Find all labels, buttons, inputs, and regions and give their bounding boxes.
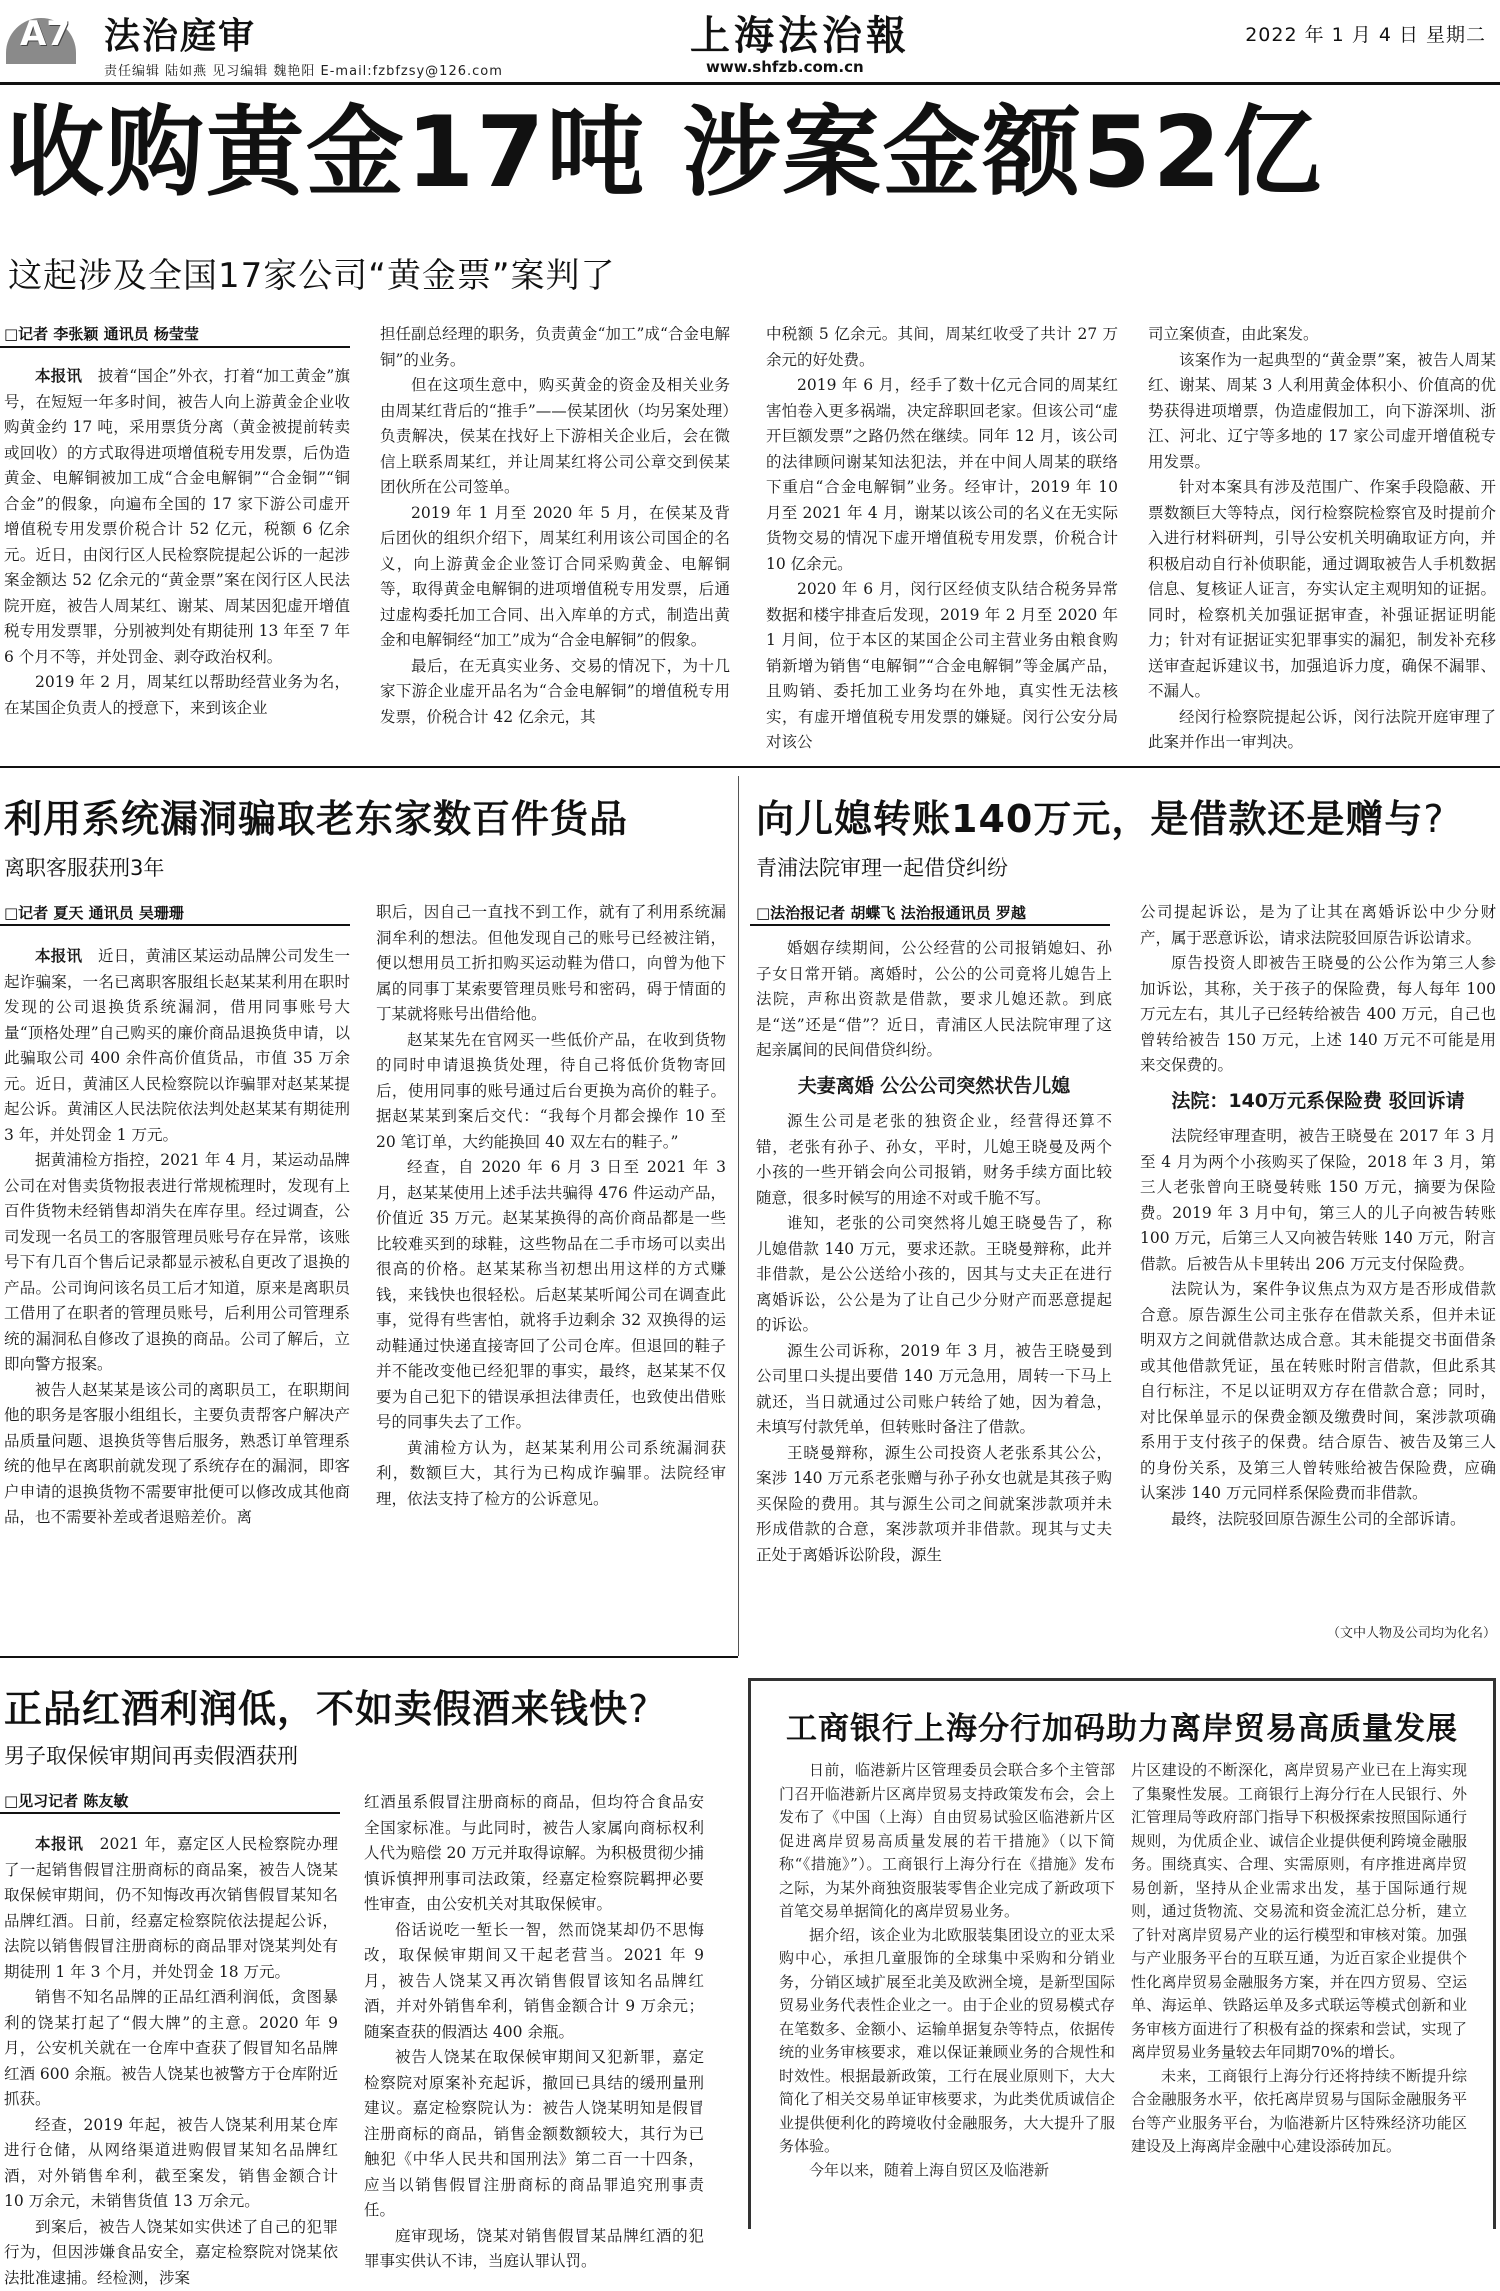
paragraph-text: 经闵行检察院提起公诉，闵行法院开庭审理了此案并作出一审判决。 <box>1148 708 1496 752</box>
paragraph-text: 经查，自 2020 年 6 月 3 日至 2021 年 3 月，赵某某使用上述手法共骗得 476 件运动产品，价值近 35 万元。赵某某换得的高价商品都是一些比较难买到的球鞋，这些物品在二手市场可以卖出很高的价格。赵某某称当初想出用这样的方式赚钱，来钱快也很轻松。后赵某某听闻公司在调查此事，觉得有些害怕，就将手边剩余 32 双换得的运动鞋通过快递直接寄回了公司仓库。但退回的鞋子并不能改变他已经犯罪的事实，最终，赵某某不仅要为自己犯下的错误承担法律责任，也致使出借账号的同事失去了工作。 <box>376 1158 726 1431</box>
promo-headline: 工商银行上海分行加码助力离岸贸易高质量发展 <box>751 1703 1493 1748</box>
page-number: A7 <box>20 14 70 54</box>
paragraph <box>364 1918 704 2046</box>
newspaper-logo: 上海法治報 <box>690 4 910 61</box>
dateline-tag: 本报讯 <box>35 367 98 385</box>
paragraph-text: 婚姻存续期间，公公经营的公司报销媳妇、孙子女日常开销。离婚时，公公的公司竟将儿媳告上法院，声称出资款是借款，要求儿媳还款。到底是“送”还是“借”？近日，青浦区人民法院审理了这起亲属间的民间借贷纠纷。 <box>756 939 1112 1059</box>
paragraph-text: 源生公司诉称，2019 年 3 月，被告王晓曼到公司里口头提出要借 140 万元急用，周转一下马上就还，当日就通过公司账户转给了她，因为着急，未填写付款凭单，但转账时备注了借款。 <box>756 1342 1112 1437</box>
story3-byline: □法治报记者 胡蝶飞 法治报通讯员 罗越 <box>756 902 1026 923</box>
paragraph <box>1131 1759 1467 2065</box>
paragraph <box>1140 900 1496 951</box>
masthead <box>0 0 1500 80</box>
masthead-rule <box>0 82 1500 85</box>
paragraph-text: 该案作为一起典型的“黄金票”案，被告人周某红、谢某、周某 3 人利用黄金体积小、价值高的优势获得进项增票，伪造虚假加工，向下游深圳、浙江、河北、辽宁等多地的 17 家公司虚开增值税专用发票。 <box>1148 351 1496 471</box>
paragraph-text: 2020 年 6 月，闵行区经侦支队结合税务异常数据和楼宇排查后发现，2019 年 2 月至 2020 年 1 月间，位于本区的某国企公司主营业务由粮食购销新增为销售“电解铜”“合金电解铜”等金属产品，且购销、委托加工业务均在外地，真实性无法核实，有虚开增值税专用发票的嫌疑。闵行公安分局对该公 <box>766 580 1118 751</box>
story3-column-1 <box>756 936 1112 1638</box>
paragraph <box>4 944 350 1148</box>
paragraph <box>756 936 1112 1064</box>
story4-headline <box>4 1678 649 1733</box>
paragraph-text: 近日，黄浦区某运动品牌公司发生一起诈骗案，一名已离职客服组长赵某某利用在职时发现的公司退换货系统漏洞，借用同事账号大量“顶格处理”自己购买的廉价商品退换货申请，以此骗取公司 400 余件高价值货品，市值 35 万余元。近日，黄浦区人民检察院以诈骗罪对赵某某提起公诉。黄浦区人民法院依法判处赵某某有期徒刑 3 年，并处罚金 1 万元。 <box>4 947 350 1144</box>
paragraph-text: 2019 年 2 月，周某红以帮助经营业务为名，在某国企负责人的授意下，来到该企业 <box>4 673 350 717</box>
paragraph-text: 最后，在无真实业务、交易的情况下，为十几家下游企业虚开品名为“合金电解铜”的增值税专用发票，价税合计 42 亿余元，其 <box>380 657 730 726</box>
page-number-badge <box>6 8 86 68</box>
paragraph <box>1131 2065 1467 2159</box>
story4-column-1 <box>4 1832 338 2229</box>
story3-byline-rule <box>750 924 1110 926</box>
paragraph-text: 黄浦检方认为，赵某某利用公司系统漏洞获利，数额巨大，其行为已构成诈骗罪。法院经审理，依法支持了检方的公诉意见。 <box>376 1439 726 1508</box>
story3-note: （文中人物及公司均为化名） <box>1140 1624 1496 1644</box>
paragraph <box>766 577 1118 756</box>
paragraph <box>4 1148 350 1378</box>
lead-column-4 <box>1148 322 1496 744</box>
paragraph <box>380 322 730 373</box>
paragraph <box>376 1155 726 1436</box>
paragraph <box>380 373 730 501</box>
paragraph-text: 原告投资人即被告王晓曼的公公作为第三人参加诉讼，其称，关于孩子的保险费，每人每年 100 万元左右，其儿子已经转给被告 400 万元，自己也曾转给被告 150 万元，上述 140 万元不可能是用来交保费的。 <box>1140 954 1496 1074</box>
paragraph <box>4 364 350 670</box>
paragraph-text: 中税额 5 亿余元。其间，周某红收受了共计 27 万余元的好处费。 <box>766 325 1118 369</box>
publication-date: 2022 年 1 月 4 日 星期二 <box>1245 20 1486 47</box>
paragraph <box>1148 348 1496 476</box>
paragraph-text: 公司提起诉讼，是为了让其在离婚诉讼中少分财产，属于恶意诉讼，请求法院驳回原告诉讼请求。 <box>1140 903 1496 947</box>
story2-column-1 <box>4 944 350 1589</box>
paragraph <box>364 2045 704 2224</box>
paragraph-text: 赵某某先在官网买一些低价产品，在收到货物的同时申请退换货处理，待自己将低价货物寄回后，使用同事的账号通过后台更换为高价的鞋子。据赵某某到案后交代：“我每个月都会操作 10 至 20 笔订单，大约能换回 40 双左右的鞋子。” <box>376 1031 726 1151</box>
paragraph <box>376 1028 726 1156</box>
lead-column-2 <box>380 322 730 744</box>
sub-heading: 夫妻离婚 公公公司突然状告儿媳 <box>756 1074 1112 1100</box>
lead-subhead: 这起涉及全国17家公司“黄金票”案判了 <box>8 248 616 297</box>
paragraph <box>376 900 726 1028</box>
story3-headline-mark: ? <box>1423 797 1444 841</box>
story4-byline: □见习记者 陈友敏 <box>4 1790 128 1811</box>
paragraph-text: 法院经审理查明，被告王晓曼在 2017 年 3 月至 4 月为两个小孩购买了保险，2018 年 3 月，第三人老张曾向王晓曼转账 150 万元，摘要为保险费。2019 年 3 月中旬，第三人的儿子向被告转账 100 万元，后第三人又向被告转账 140 万元，附言借款。后被告从卡里转出 206 万元支付保险费。 <box>1140 1127 1496 1273</box>
paragraph <box>380 501 730 654</box>
paragraph-text: 法院认为，案件争议焦点为双方是否形成借款合意。原告源生公司主张存在借款关系，但并未证明双方之间就借款达成合意。其未能提交书面借条或其他借款凭证，虽在转账时附言借款，但此系其自行标注，不足以证明双方存在借款合意；同时，对比保单显示的保费金额及缴费时间，案涉款项确系用于支付孩子的保费。结合原告、被告及第三人的身份关系，及第三人曾转账给被告保险费，应确认案涉 140 万元同样系保险费而非借款。 <box>1140 1280 1496 1502</box>
lead-column-1 <box>4 364 350 744</box>
paragraph-text: 片区建设的不断深化，离岸贸易产业已在上海实现了集聚性发展。工商银行上海分行在人民银行、外汇管理局等政府部门指导下积极探索按照国际通行规则，为优质企业、诚信企业提供便利跨境金融服务。围绕真实、合理、实需原则，有序推进离岸贸易创新，坚持从企业需求出发，基于国际通行规则，通过货物流、交易流和资金流汇总分析，建立了针对离岸贸易产业的运行模型和审核对策。加强与产业服务平台的互联互通，为近百家企业提供个性化离岸贸易金融服务方案，并在四方贸易、空运单、海运单、铁路运单及多式联运等模式创新和业务审核方面进行了积极有益的探索和尝试，实现了离岸贸易业务量较去年同期70%的增长。 <box>1131 1761 1467 2061</box>
story3-column-2 <box>1140 900 1496 1622</box>
paragraph-text: 针对本案具有涉及范围广、作案手段隐蔽、开票数额巨大等特点，闵行检察院检察官及时提前介入进行材料研判，引导公安机关明确取证方向，并积极启动自行补侦职能，通过调取被告人手机数据信息、复核证人证言，夯实认定主观明知的证据。同时，检察机关加强证据审查，补强证据证明能力；针对有证据证实犯罪事实的漏犯，制发补充移送审查起诉建议书，加强追诉力度，确保不漏罪、不漏人。 <box>1148 478 1496 700</box>
lead-headline: 收购黄金17吨 涉案金额52亿 <box>6 104 1323 202</box>
paragraph <box>756 1339 1112 1441</box>
story2-column-2 <box>376 900 726 1589</box>
paragraph <box>779 1759 1115 1924</box>
paragraph-text: 经查，2019 年起，被告人饶某利用某仓库进行仓储，从网络渠道进购假冒某知名品牌红酒，对外销售牟利，截至案发，销售金额合计 10 万余元，未销售货值 13 万余元。 <box>4 2116 338 2211</box>
story3-headline <box>756 788 1445 843</box>
paragraph-text: 司立案侦查，由此案发。 <box>1148 325 1319 343</box>
paragraph-text: 2019 年 1 月至 2020 年 5 月，在侯某及背后团伙的组织介绍下，周某红利用该公司国企的名义，向上游黄金企业签订合同采购黄金、电解铜等，取得黄金电解铜的进项增值税专用发票，后通过虚构委托加工合同、出入库单的方式，制造出黄金和电解铜经“加工”成为“合金电解铜”的假象。 <box>380 504 730 650</box>
dateline-tag: 本报讯 <box>35 1835 100 1853</box>
paragraph <box>1140 1277 1496 1507</box>
story2-byline: □记者 夏天 通讯员 吴珊珊 <box>4 902 184 923</box>
paragraph <box>4 2215 338 2291</box>
story3-headline-text: 向儿媳转账140万元，是借款还是赠与 <box>756 797 1423 841</box>
paragraph <box>756 1441 1112 1569</box>
story2-byline-rule <box>0 924 350 926</box>
paragraph-text: 源生公司是老张的独资企业，经营得还算不错，老张有孙子、孙女，平时，儿媳王晓曼及两个小孩的一些开销会向公司报销，财务手续方面比较随意，很多时候写的用途不对或千脆不写。 <box>756 1112 1112 1207</box>
paragraph <box>4 2113 338 2215</box>
paragraph <box>376 1436 726 1513</box>
paragraph-text: 但在这项生意中，购买黄金的资金及相关业务由周某红背后的“推手”——侯某团伙（均另案处理）负责解决，侯某在找好上下游相关企业后，会在微信上联系周某红，并让周某红将公司公章交到侯某团伙所在公司签单。 <box>380 376 730 496</box>
paragraph-text: 担任副总经理的职务，负责黄金“加工”成“合金电解铜”的业务。 <box>380 325 730 369</box>
paragraph-text: 披着“国企”外衣，打着“加工黄金”旗号，在短短一年多时间，被告人向上游黄金企业收购黄金约 17 吨，采用票货分离（黄金被提前转卖或回收）的方式取得进项增值税专用发票，后伪造黄金、电解铜被加工成“合金电解铜”“合金铜”“铜合金”的假象，向遍布全国的 17 家下游公司虚开增值税专用发票价税合计 52 亿元，税额 6 亿余元。近日，由闵行区人民检察院提起公诉的一起涉案金额达 52 亿余元的“黄金票”案在闵行区人民法院开庭，被告人周某红、谢某、周某因犯虚开增值税专用发票罪，分别被判处有期徒刑 13 年至 7 年 6 个月不等，并处罚金、剥夺政治权利。 <box>4 367 350 666</box>
paragraph-text: 据介绍，该企业为北欧服装集团设立的亚太采购中心，承担几童服饰的全球集中采购和分销业务，分销区域扩展至北美及欧洲全境，是新型国际贸易业务代表性企业之一。由于企业的贸易模式存在笔数多、金额小、运输单据复杂等特点，依据传统的业务审核要求，难以保证兼顾业务的合规性和时效性。根据最新政策，工行在展业原则下，大大简化了相关交易单证审核要求，为此类优质诚信企业提供便利化的跨境收付金融服务，大大提升了服务体验。 <box>779 1926 1115 2156</box>
paragraph-text: 2019 年 6 月，经手了数十亿元合同的周某红害怕卷入更多祸端，决定辞职回老家。但该公司“虚开巨额发票”之路仍然在继续。同年 12 月，该公司的法律顾问谢某知法犯法，并在中间人周某的联络下重启“合金电解铜”业务。经审计，2019 年 10 月至 2021 年 4 月，谢某以该公司的名义在无实际货物交易的情况下虚开增值税专用发票，价税合计 10 亿余元。 <box>766 376 1118 573</box>
editors-line: 责任编辑 陆如燕 见习编辑 魏艳阳 E-mail:fzbfzsy@126.com <box>104 60 503 79</box>
paragraph <box>779 2159 1115 2183</box>
paragraph <box>364 1790 704 1918</box>
section-title: 法治庭审 <box>104 8 256 59</box>
paragraph-text: 被告人饶某在取保候审期间又犯新罪，嘉定检察院对原案补充起诉，撤回已具结的缓刑量刑建议。嘉定检察院认为：被告人饶某明知是假冒注册商标的商品，销售金额数额较大，其行为已触犯《中华人民共和国刑法》第二百一十四条，应当以销售假冒注册商标的商品罪追究刑事责任。 <box>364 2048 704 2219</box>
paragraph <box>4 1985 338 2113</box>
paragraph-text: 未来，工商银行上海分行还将持续不断提升综合金融服务水平，依托离岸贸易与国际金融服务平台等产业服务平台，为临港新片区特殊经济功能区建设及上海离岸金融中心建设添砖加瓦。 <box>1131 2067 1467 2156</box>
paragraph <box>1148 322 1496 348</box>
story4-headline-mark: ? <box>628 1687 649 1731</box>
story2-headline: 利用系统漏洞骗取老东家数百件货品 <box>4 788 628 843</box>
paragraph <box>4 670 350 721</box>
paragraph <box>380 654 730 731</box>
paragraph-text: 到案后，被告人饶某如实供述了自己的犯罪行为，但因涉嫌食品安全，嘉定检察院对饶某依法批准逮捕。经检测，涉案 <box>4 2218 338 2287</box>
paragraph <box>756 1109 1112 1211</box>
paragraph-text: 职后，因自己一直找不到工作，就有了利用系统漏洞牟利的想法。但他发现自己的账号已经被注销，便以想用员工折扣购买运动鞋为借口，向曾为他下属的同事丁某索要管理员账号和密码，碍于情面的丁某就将账号出借给他。 <box>376 903 726 1023</box>
story4-column-2 <box>364 1790 704 2229</box>
column-rule-mid <box>738 776 739 1656</box>
story4-byline-rule <box>0 1812 340 1814</box>
paragraph <box>1148 705 1496 756</box>
paragraph <box>4 1832 338 1985</box>
paragraph-text: 日前，临港新片区管理委员会联合多个主管部门召开临港新片区离岸贸易支持政策发布会，会上发布了《中国（上海）自由贸易试验区临港新片区促进离岸贸易高质量发展的若干措施》（以下简称“《措施》”）。工商银行上海分行在《措施》发布之际，为某外商独资服装零售企业完成了新政项下首笔交易单据简化的离岸贸易业务。 <box>779 1761 1115 1920</box>
paragraph-text: 最终，法院驳回原告源生公司的全部诉请。 <box>1171 1510 1466 1528</box>
paragraph <box>4 1378 350 1531</box>
paragraph <box>1140 1507 1496 1533</box>
story3-note-wrap <box>1140 1624 1496 1648</box>
lead-byline-rule <box>0 346 350 348</box>
paragraph-text: 庭审现场，饶某对销售假冒某品牌红酒的犯罪事实供认不讳，当庭认罪认罚。 <box>364 2227 704 2271</box>
lead-column-3 <box>766 322 1118 744</box>
paragraph <box>766 373 1118 577</box>
sub-heading: 法院：140万元系保险费 驳回诉请 <box>1140 1089 1496 1115</box>
paragraph-text: 被告人赵某某是该公司的离职员工，在职期间他的职务是客服小组组长，主要负责帮客户解决产品质量问题、退换货等售后服务，熟悉订单管理系统的他早在离职前就发现了系统存在的漏洞，即客户申请的退换货物不需要审批便可以修改成其他商品，也不需要补差或者退赔差价。离 <box>4 1381 350 1527</box>
story2-subhead: 离职客服获刑3年 <box>4 852 164 882</box>
paragraph-text: 谁知，老张的公司突然将儿媳王晓曼告了，称儿媳借款 140 万元，要求还款。王晓曼辩称，此并非借款，是公公送给小孩的，因其与丈夫正在进行离婚诉讼，公公是为了让自己少分财产而恶意提起的诉讼。 <box>756 1214 1112 1334</box>
newspaper-url[interactable]: www.shfzb.com.cn <box>706 58 864 76</box>
paragraph-text: 红酒虽系假冒注册商标的商品，但均符合食品安全国家标准。与此同时，被告人家属向商标权利人代为赔偿 20 万元并取得谅解。为积极贯彻少捕慎诉慎押刑事司法政策，经嘉定检察院羁押必要性审查，由公安机关对其取保候审。 <box>364 1793 704 1913</box>
dateline-tag: 本报讯 <box>35 947 98 965</box>
promo-box <box>748 1678 1496 2229</box>
lead-byline: □记者 李张颖 通讯员 杨莹莹 <box>4 323 199 344</box>
section-divider-2 <box>0 1656 738 1658</box>
paragraph <box>1140 951 1496 1079</box>
paragraph-text: 王晓曼辩称，源生公司投资人老张系其公公，案涉 140 万元系老张赠与孙子孙女也就是其孩子购买保险的费用。其与源生公司之间就案涉款项并未形成借款的合意，案涉款项并非借款。现其与丈夫正处于离婚诉讼阶段，源生 <box>756 1444 1112 1564</box>
paragraph-text: 2021 年，嘉定区人民检察院办理了一起销售假冒注册商标的商品案，被告人饶某取保候审期间，仍不知悔改再次销售假冒某知名品牌红酒。日前，经嘉定检察院依法提起公诉，法院以销售假冒注册商标的商品罪对饶某判处有期徒刑 1 年 3 个月，并处罚金 18 万元。 <box>4 1835 338 1981</box>
promo-column-2 <box>1131 1759 1467 2229</box>
paragraph-text: 俗话说吃一堑长一智，然而饶某却仍不思悔改，取保候审期间又干起老营当。2021 年 9 月，被告人饶某又再次销售假冒该知名品牌红酒，并对外销售牟利，销售金额合计 9 万余元；随案查获的假酒达 400 余瓶。 <box>364 1921 704 2041</box>
paragraph <box>779 1924 1115 2159</box>
paragraph <box>364 2224 704 2275</box>
section-divider-1 <box>0 766 1500 768</box>
paragraph-text: 销售不知名品牌的正品红酒利润低，贪图暴利的饶某打起了“假大牌”的主意。2020 年 9 月，公安机关就在一仓库中查获了假冒知名品牌红酒 600 余瓶。被告人饶某也被警方于仓库附近抓获。 <box>4 1988 338 2108</box>
paragraph-text: 今年以来，随着上海自贸区及临港新 <box>809 2161 1049 2179</box>
story4-subhead: 男子取保候审期间再卖假酒获刑 <box>4 1740 298 1770</box>
promo-column-1 <box>779 1759 1115 2229</box>
paragraph <box>756 1211 1112 1339</box>
story3-subhead: 青浦法院审理一起借贷纠纷 <box>756 852 1008 882</box>
paragraph <box>1148 475 1496 705</box>
story4-headline-text: 正品红酒利润低，不如卖假酒来钱快 <box>4 1687 628 1731</box>
paragraph-text: 据黄浦检方指控，2021 年 4 月，某运动品牌公司在对售卖货物报表进行常规梳理时，发现有上百件货物未经销售却消失在库存里。经过调查，公司发现一名员工的客服管理员账号存在异常，该账号下有几百个售后记录都显示被私自更改了退换的产品。公司询问该名员工后才知道，原来是离职员工借用了在职者的管理员账号，后利用公司管理系统的漏洞私自修改了退换的商品。公司了解后，立即向警方报案。 <box>4 1151 350 1373</box>
paragraph <box>766 322 1118 373</box>
paragraph <box>1140 1124 1496 1277</box>
